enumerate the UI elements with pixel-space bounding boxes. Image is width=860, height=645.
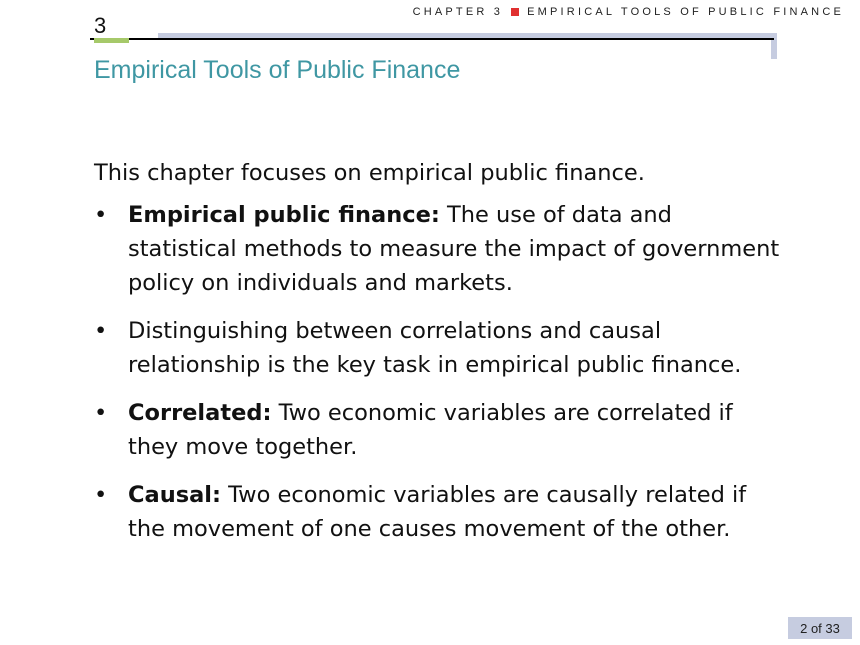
bullet-icon: • xyxy=(94,482,108,508)
header-divider xyxy=(90,38,774,40)
chapter-number: 3 xyxy=(94,13,107,38)
blue-accent-bar-tail xyxy=(771,33,777,59)
bullet-list xyxy=(94,198,784,546)
green-accent-bar xyxy=(94,38,129,43)
bullet-term: Causal: xyxy=(128,482,221,508)
slide-title: Empirical Tools of Public Finance xyxy=(94,56,461,84)
bullet-term: Empirical public finance: xyxy=(128,202,440,228)
intro-text: This chapter focuses on empirical public finance. xyxy=(94,160,645,186)
bullet-item xyxy=(94,314,784,382)
bullet-text: Distinguishing between correlations and causal relationship is the key task in empirical public finance. xyxy=(128,318,742,378)
bullet-item xyxy=(94,478,784,546)
bullet-icon: • xyxy=(94,400,108,426)
bullet-text: Two economic variables are causally related if the movement of one causes movement of the other. xyxy=(128,482,747,542)
bullet-icon: • xyxy=(94,318,108,344)
bullet-item xyxy=(94,396,784,464)
bullet-text: Two economic variables are correlated if they move together. xyxy=(128,400,733,460)
bullet-item xyxy=(94,198,784,300)
page-indicator: 2 of 33 xyxy=(788,617,852,639)
bullet-icon: • xyxy=(94,202,108,228)
bullet-text: The use of data and statistical methods to measure the impact of government policy on individuals and markets. xyxy=(128,202,780,296)
chapter-label: CHAPTER 3 xyxy=(412,6,504,18)
bullet-term: Correlated: xyxy=(128,400,272,426)
slide-content xyxy=(94,156,784,560)
running-header xyxy=(413,6,844,18)
red-square-icon xyxy=(511,8,519,16)
book-title: EMPIRICAL TOOLS OF PUBLIC FINANCE xyxy=(527,6,844,18)
